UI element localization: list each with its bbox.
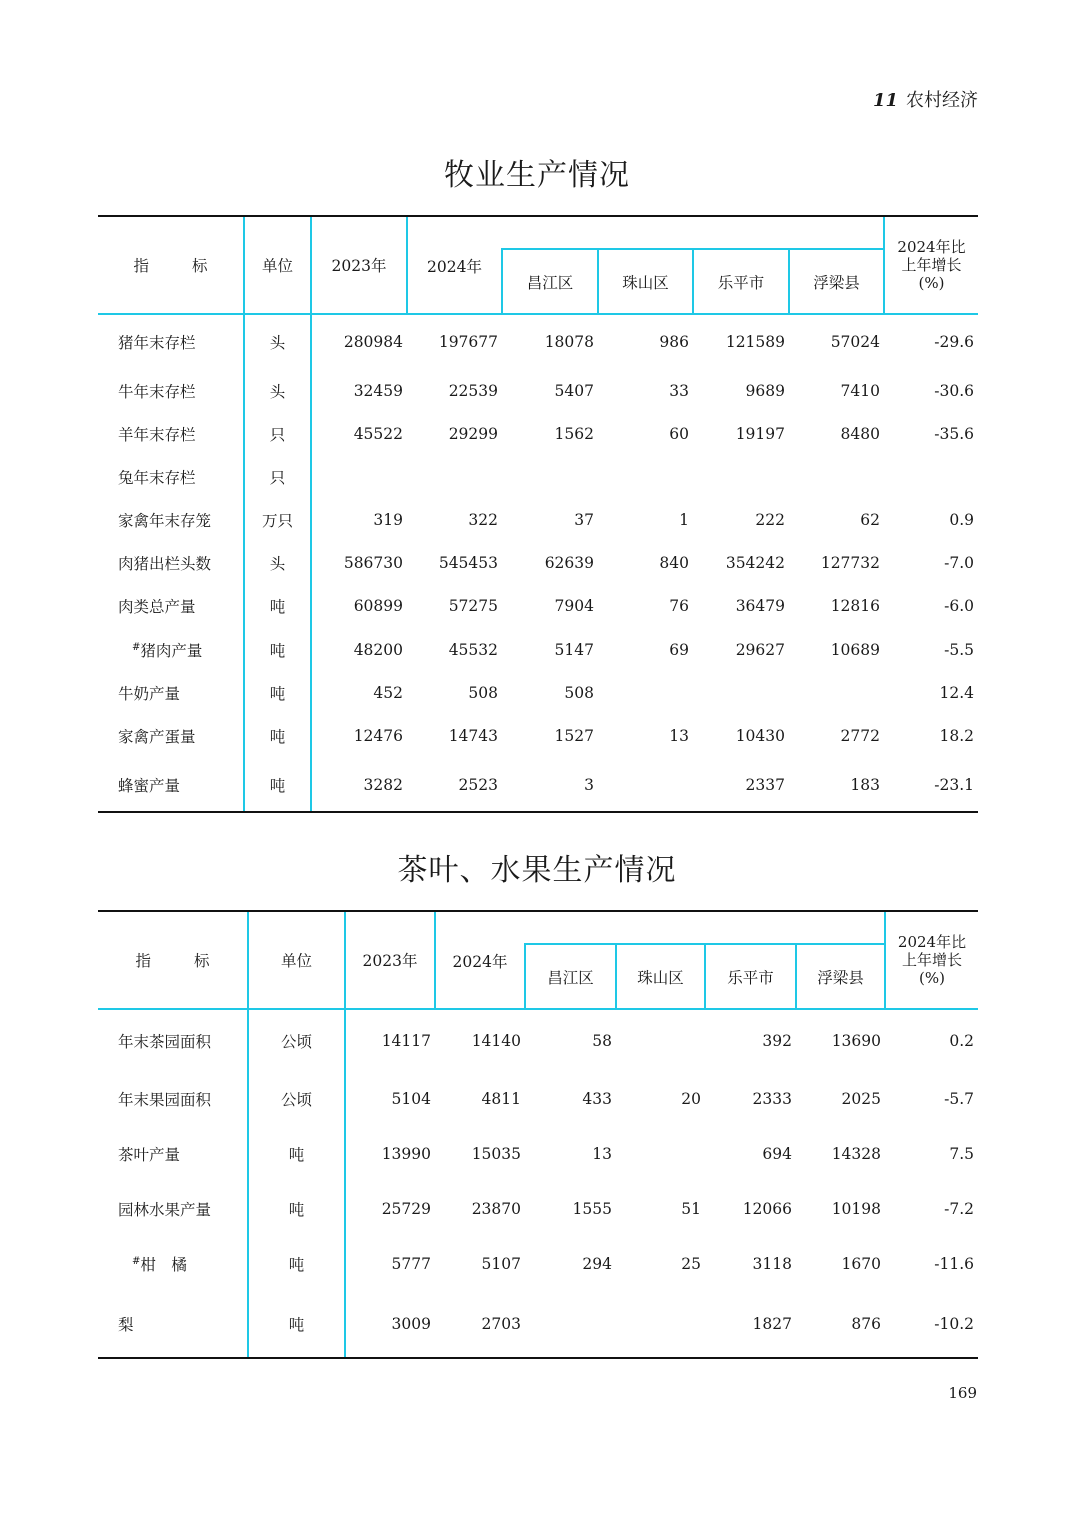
row-indicator-label: 肉类总产量 [118,597,196,616]
tea-fruit-table-title: 茶叶、水果生产情况 [397,853,677,888]
cell-fuliang: 2025 [841,1089,881,1108]
cell-y2023: 5777 [345,1236,435,1291]
cell-y2024: 2703 [435,1291,525,1358]
cell-growth: 0.9 [949,510,974,529]
col-header-leping: 乐平市 [705,944,796,1009]
row-indicator-label: 茶叶产量 [118,1145,181,1164]
cell-zhushan [616,1291,705,1358]
row-indicator [98,1181,248,1236]
row-unit: 只 [244,455,311,498]
cell-fuliang: 876 [796,1291,885,1358]
cell-changjiang: 62639 [544,553,594,572]
cell-y2024: 5107 [481,1254,521,1273]
col-header-leping: 乐平市 [693,249,789,314]
cell-changjiang: 5147 [554,640,594,659]
row-indicator-label: 肉猪出栏头数 [118,554,212,573]
cell-y2024: 4811 [481,1089,521,1108]
row-unit: 吨 [248,1126,345,1181]
row-unit: 只 [244,412,311,455]
row-unit: 吨 [244,714,311,758]
cell-y2023: 12476 [311,714,407,758]
cell-fuliang: 14328 [831,1144,881,1163]
cell-y2023: 280984 [311,314,407,369]
cell-y2024: 545453 [438,553,498,572]
cell-growth: 18.2 [939,727,974,745]
row-indicator-label: 梨 [118,1316,134,1334]
row-indicator-label: 兔年末存栏 [118,468,196,487]
row-unit: 头 [244,314,311,369]
page-number: 169 [948,1384,977,1402]
table-row [98,1071,978,1126]
cell-y2023: 60899 [311,584,407,627]
row-indicator [98,1236,248,1291]
cell-fuliang: 13690 [831,1031,881,1050]
table-row [98,584,978,627]
row-unit: 吨 [244,627,311,672]
cell-growth: -10.2 [885,1291,978,1358]
table-row [98,541,978,584]
col-header-growth: 2024年比 上年增长 (%) [885,911,978,1009]
cell-growth: -7.0 [944,553,974,572]
cell-leping [693,455,789,498]
cell-y2024: 57275 [448,596,498,615]
row-unit: 吨 [248,1291,345,1358]
cell-fuliang: 62 [860,510,880,529]
cell-leping: 9689 [745,381,785,400]
table-row [98,314,978,369]
cell-y2023: 3282 [311,758,407,812]
cell-changjiang: 58 [592,1031,612,1050]
cell-changjiang: 3 [502,758,598,812]
row-unit: 吨 [244,672,311,714]
cell-growth: -5.5 [944,640,974,659]
cell-changjiang [525,1291,616,1358]
col-header-growth: 2024年比 上年增长 (%) [884,216,978,314]
table-row [98,1126,978,1181]
cell-y2024: 14140 [471,1031,521,1050]
cell-fuliang: 8480 [840,424,880,443]
row-unit: 头 [244,369,311,412]
cell-zhushan [598,672,693,714]
row-indicator-label: 家禽产蛋量 [118,728,196,746]
col-header-2024: 2024年 [407,216,502,314]
cell-changjiang: 7904 [554,596,594,615]
cell-leping: 694 [762,1144,792,1163]
col-header-unit: 单位 [248,911,345,1009]
cell-leping: 36479 [735,596,785,615]
cell-leping: 29627 [735,640,785,659]
cell-changjiang [502,455,598,498]
cell-leping: 1827 [705,1291,796,1358]
cell-fuliang: 57024 [830,333,880,351]
row-indicator [98,314,244,369]
row-unit: 吨 [248,1236,345,1291]
cell-fuliang: 127732 [820,553,880,572]
cell-zhushan: 986 [659,333,689,351]
row-indicator-label: 羊年末存栏 [118,425,196,444]
cell-leping: 354242 [725,553,785,572]
cell-zhushan: 69 [669,640,689,659]
row-unit: 吨 [244,584,311,627]
row-indicator-label: 年末果园面积 [118,1090,212,1109]
cell-fuliang: 10198 [831,1199,881,1218]
chapter-number: 11 [872,90,898,111]
cell-y2023: 5104 [345,1071,435,1126]
cell-y2023: 25729 [345,1181,435,1236]
cell-growth: 0.2 [949,1031,974,1050]
row-unit: 头 [244,541,311,584]
table-row [98,455,978,498]
cell-leping: 121589 [725,333,785,351]
row-unit: 万只 [244,498,311,541]
row-unit: 吨 [244,758,311,812]
col-header-changjiang: 昌江区 [502,249,598,314]
cell-leping: 392 [762,1031,792,1050]
cell-zhushan [616,1009,705,1071]
row-indicator [98,584,244,627]
row-indicator [98,672,244,714]
cell-y2023: 32459 [311,369,407,412]
row-indicator-label: 牛奶产量 [118,685,181,703]
cell-leping: 19197 [735,424,785,443]
cell-growth: -11.6 [934,1254,974,1273]
row-indicator-label: 牛年末存栏 [118,382,196,401]
table-row [98,498,978,541]
cell-y2023: 48200 [311,627,407,672]
col-header-2023: 2023年 [345,911,435,1009]
cell-zhushan [616,1126,705,1181]
row-unit: 公顷 [248,1009,345,1071]
cell-changjiang: 1562 [554,424,594,443]
cell-zhushan [598,758,693,812]
cell-changjiang: 1527 [554,727,594,745]
cell-y2023: 586730 [311,541,407,584]
col-header-zhushan: 珠山区 [598,249,693,314]
chapter-title: 农村经济 [906,90,978,111]
cell-zhushan: 51 [681,1199,701,1218]
table-row [98,758,978,812]
cell-growth: -23.1 [884,758,978,812]
cell-growth: -6.0 [944,596,974,615]
cell-fuliang: 12816 [830,596,880,615]
row-indicator [98,1071,248,1126]
row-unit: 公顷 [248,1071,345,1126]
cell-changjiang: 5407 [554,381,594,400]
col-header-2023: 2023年 [311,216,407,314]
cell-changjiang: 37 [574,510,594,529]
cell-y2024: 14743 [448,727,498,745]
table-row [98,1236,978,1291]
row-indicator [98,412,244,455]
table-row [98,412,978,455]
table-row [98,714,978,758]
row-indicator-label: 园林水果产量 [118,1200,212,1219]
cell-y2024: 2523 [407,758,502,812]
cell-y2023: 45522 [311,412,407,455]
row-indicator [98,1126,248,1181]
cell-fuliang [789,455,884,498]
cell-zhushan: 60 [669,424,689,443]
row-indicator-label: 猪年末存栏 [118,334,196,352]
row-indicator [98,369,244,412]
cell-fuliang [789,672,884,714]
col-header-zhushan: 珠山区 [616,944,705,1009]
cell-zhushan: 20 [681,1089,701,1108]
cell-growth: -35.6 [934,424,974,443]
cell-y2024: 23870 [471,1199,521,1218]
cell-leping: 222 [755,510,785,529]
col-header-fuliang: 浮梁县 [796,944,885,1009]
cell-growth: -29.6 [934,333,974,351]
row-indicator [98,758,244,812]
table-row [98,1291,978,1358]
col-header-changjiang: 昌江区 [525,944,616,1009]
cell-fuliang: 2772 [840,727,880,745]
table-row [98,1009,978,1071]
col-header-2024: 2024年 [435,911,525,1009]
cell-zhushan: 840 [659,553,689,572]
col-header-unit: 单位 [244,216,311,314]
row-indicator [98,541,244,584]
cell-growth: 12.4 [939,684,974,702]
cell-zhushan: 33 [669,381,689,400]
row-unit: 吨 [248,1181,345,1236]
row-indicator [98,1291,248,1358]
cell-y2023: 319 [311,498,407,541]
cell-fuliang: 10689 [830,640,880,659]
col-header-indicator: 指标 [98,911,248,1009]
row-indicator [98,714,244,758]
cell-zhushan: 76 [669,596,689,615]
cell-leping: 3118 [752,1254,792,1273]
cell-leping: 2337 [693,758,789,812]
cell-growth: -7.2 [944,1199,974,1218]
cell-changjiang: 508 [564,684,594,702]
chapter-header [873,86,978,112]
table-row [98,627,978,672]
cell-changjiang: 1555 [572,1199,612,1218]
cell-leping: 12066 [742,1199,792,1218]
cell-changjiang: 294 [582,1254,612,1273]
cell-y2023 [311,455,407,498]
cell-leping: 10430 [735,727,785,745]
cell-fuliang: 7410 [840,381,880,400]
row-indicator [98,498,244,541]
cell-growth: 7.5 [949,1144,974,1163]
cell-growth [884,455,978,498]
cell-zhushan: 25 [681,1254,701,1273]
row-indicator-label: 家禽年末存笼 [118,511,212,530]
col-header-fuliang: 浮梁县 [789,249,884,314]
cell-zhushan: 1 [679,510,689,529]
cell-y2023: 14117 [345,1009,435,1071]
table-row [98,1181,978,1236]
cell-y2024 [407,455,502,498]
subitem-mark: # [132,641,141,653]
cell-fuliang: 183 [789,758,884,812]
cell-y2024: 45532 [448,640,498,659]
table-row [98,369,978,412]
cell-y2023: 452 [311,672,407,714]
cell-zhushan [598,455,693,498]
table-row [98,672,978,714]
cell-changjiang: 433 [582,1089,612,1108]
cell-y2024: 508 [468,684,498,702]
row-indicator-label: 蜂蜜产量 [118,776,181,795]
row-indicator-label: 猪肉产量 [140,641,203,660]
row-indicator [98,455,244,498]
row-indicator-label: 年末茶园面积 [118,1032,212,1051]
subitem-mark: # [132,1255,141,1267]
cell-fuliang: 1670 [841,1254,881,1273]
col-header-indicator: 指标 [98,216,244,314]
cell-changjiang: 18078 [544,333,594,351]
row-indicator [98,1009,248,1071]
cell-zhushan: 13 [669,727,689,745]
cell-growth: -5.7 [944,1089,974,1108]
cell-y2023: 3009 [345,1291,435,1358]
livestock-table-title: 牧业生产情况 [444,158,630,193]
cell-changjiang: 13 [592,1144,612,1163]
cell-y2024: 197677 [438,333,498,351]
livestock-table [98,215,978,813]
cell-growth: -30.6 [934,381,974,400]
cell-leping: 2333 [752,1089,792,1108]
tea-fruit-table [98,910,978,1359]
cell-y2024: 22539 [448,381,498,400]
cell-y2024: 29299 [448,424,498,443]
cell-leping [693,672,789,714]
cell-y2023: 13990 [345,1126,435,1181]
cell-y2024: 15035 [471,1144,521,1163]
cell-y2024: 322 [468,510,498,529]
row-indicator-label: 柑 橘 [140,1255,187,1274]
row-indicator [98,627,244,672]
